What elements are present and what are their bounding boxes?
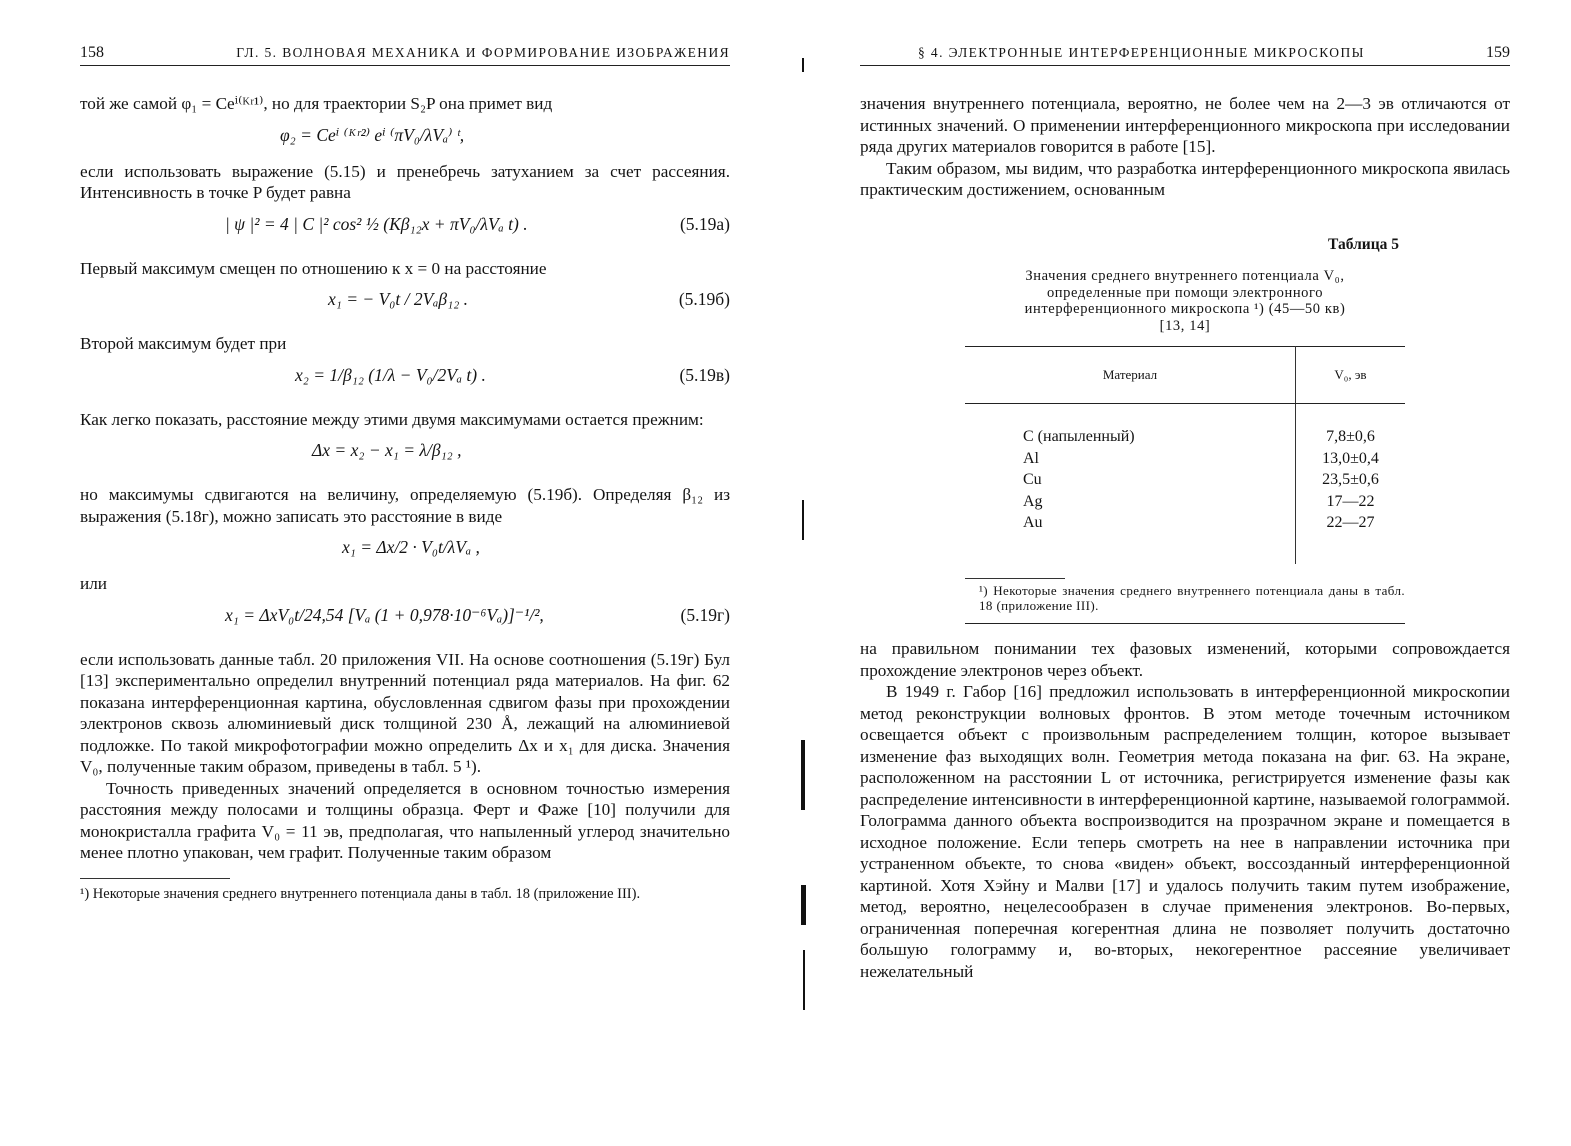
left-paragraph-3: Первый максимум смещен по отношению к x = 0 на расстояние [80, 258, 547, 278]
left-paragraph-1: той же самой φ₁ = Ceⁱ⁽ᴷʳ¹⁾, но для траектории S₂P она примет вид [80, 94, 553, 113]
left-footnote: ¹) Некоторые значения среднего внутреннего потенциала даны в табл. 18 (приложение III). [80, 885, 641, 902]
equation-5-19g [80, 597, 730, 647]
equation-5-19g-number: (5.19г) [680, 604, 730, 625]
left-paragraph-5: Как легко показать, расстояние между этими двумя максимумами остается прежним: [80, 409, 704, 429]
table-footnote: ¹) Некоторые значения среднего внутреннего потенциала даны в табл. 18 (приложение III). [965, 583, 1405, 624]
table-footnote-rule [965, 578, 1065, 579]
equation-5-19a-formula: | ψ |² = 4 | C |² cos² ½ (Kβ₁₂x + πV₀/λVₐ t) . [225, 213, 528, 234]
table-row [965, 512, 1405, 564]
left-paragraph-8: если использовать данные табл. 20 приложения VII. На основе соотношения (5.19г) Бул [13] экспериментально определил внутренний потенциал ряда материалов. На фиг. 62 показана интерференционная картина, обусловленная сдвигом фазы при прохождении электронов сквозь алюминиевый диск толщиной 230 Å, лежащий на алюминиевой подложке. По такой микрофотографии можно определить Δx и x₁ для диска. Значения V₀, полученные таким образом, приведены в табл. 5 ¹). [80, 649, 730, 776]
right-body-text-bottom [860, 638, 1510, 982]
equation-5-19a [80, 206, 730, 256]
equation-5-19v-formula: x₂ = 1/β₁₂ (1/λ − V₀/2Vₐ t) . [295, 364, 486, 385]
table-row [965, 469, 1405, 491]
equation-5-19v-number: (5.19в) [679, 364, 730, 385]
cell-value: 17—22 [1326, 492, 1375, 510]
left-running-title: ГЛ. 5. ВОЛНОВАЯ МЕХАНИКА И ФОРМИРОВАНИЕ ИЗОБРАЖЕНИЯ [236, 45, 730, 60]
left-paragraph-4: Второй максимум будет при [80, 334, 287, 353]
left-paragraph-6: но максимумы сдвигаются на величину, определяемую (5.19б). Определяя β₁₂ из выражения (5.18г), можно записать это расстояние в виде [80, 485, 730, 526]
cell-value: 7,8±0,6 [1326, 428, 1375, 445]
right-paragraph-3: на правильном понимании тех фазовых изменений, которыми сопровождается прохождение электронов через объект. [860, 639, 1510, 680]
cell-value: 23,5±0,6 [1322, 471, 1379, 488]
cell-material: Au [965, 512, 1296, 564]
table-5-caption-line: определенные при помощи электронного [1046, 284, 1324, 301]
right-page-number: 159 [1486, 44, 1510, 61]
equation-5-19a-number: (5.19а) [679, 213, 730, 234]
left-body-text [80, 93, 730, 903]
equation-5-19b [80, 281, 730, 331]
book-gutter [793, 0, 813, 1146]
table-header-row [965, 347, 1405, 404]
table-row [965, 491, 1405, 513]
column-header-v0: V₀, эв [1296, 347, 1406, 404]
table-5-grid [965, 346, 1405, 564]
left-paragraph-9: Точность приведенных значений определяется в основном точностью измерения расстояния между полосами и толщины образца. Ферт и Фаже [10] получили для монокристалла графита V₀ = 11 эв, предполагая, что напыленный углерод значительно менее плотно упакован, чем графит. Полученные таким образом [80, 778, 730, 862]
left-page [80, 0, 730, 1146]
table-row [965, 448, 1405, 470]
table-5-caption-line: [13, 14] [1159, 317, 1211, 334]
table-5-label: Таблица 5 [1328, 236, 1399, 253]
table-5-caption [965, 268, 1405, 334]
right-running-title: § 4. ЭЛЕКТРОННЫЕ ИНТЕРФЕРЕНЦИОННЫЕ МИКРОСКОПЫ [918, 45, 1365, 60]
equation-phi2 [80, 117, 730, 159]
left-paragraph-2: если использовать выражение (5.15) и пренебречь затуханием за счет рассеяния. Интенсивность в точке P будет равна [80, 161, 730, 202]
table-row [965, 404, 1405, 448]
cell-value: 22—27 [1326, 514, 1375, 531]
equation-phi2-formula: φ₂ = Ceⁱ ⁽ᴷʳ²⁾ eⁱ ⁽πV₀/λVₐ⁾ ᵗ, [280, 124, 465, 145]
right-paragraph-4: В 1949 г. Габор [16] предложил использовать в интерференционной микроскопии метод реконструкции волновых фронтов. В этом методе точечным источником освещается объект с произвольным распределением толщин, которое вызывает изменение фаз выходящих волн. Геометрия метода показана на фиг. 63. На экране, расположенном на расстоянии L от источника, регистрируется изменение фазы как распределение интенсивности в интерференционной картине, называемой голограммой. Голограмма данного объекта воспроизводится на прозрачном экране и помещается в исходное положение. Если теперь смотреть на нее в направлении источника при устраненном объекте, то снова «виден» объект, воссозданный интерференционной картиной. Хотя Хэйну и Малви [17] и удалось получить таким путем изображение, метод, вероятно, нецелесообразен в случае применения электронов. Во-первых, ограниченная поперечная когерентная длина не позволяет получить достаточно большую голограмму и, во-вторых, некогерентное рассеяние увеличивает нежелательный [860, 682, 1510, 981]
left-page-number: 158 [80, 44, 104, 61]
cell-material: С (напыленный) [965, 404, 1296, 448]
right-paragraph-2: Таким образом, мы видим, что разработка интерференционного микроскопа явилась практическим достижением, основанным [860, 158, 1510, 199]
right-body-text-top [860, 93, 1510, 201]
equation-delta-x-formula: Δx = x₂ − x₁ = λ/β₁₂ , [312, 440, 462, 460]
equation-x1-formula: x₁ = Δx/2 · V₀t/λVₐ , [342, 537, 480, 557]
table-5-caption-line: интерференционного микроскопа ¹) (45—50 кв) [1024, 301, 1346, 317]
equation-5-19b-number: (5.19б) [678, 289, 730, 309]
left-footnote-rule [80, 878, 230, 879]
cell-material: Al [965, 448, 1296, 470]
table-5 [965, 236, 1405, 624]
equation-delta-x [80, 432, 730, 482]
equation-x1 [80, 529, 730, 571]
left-page-header [80, 44, 730, 66]
left-paragraph-7: или [80, 574, 107, 593]
right-page-header [860, 44, 1510, 66]
equation-5-19g-formula: x₁ = ΔxV₀t/24,54 [Vₐ (1 + 0,978·10⁻⁶Vₐ)]⁻¹/², [225, 604, 544, 625]
column-header-material: Материал [965, 347, 1296, 404]
right-page [860, 0, 1510, 1146]
cell-material: Ag [965, 491, 1296, 513]
cell-value: 13,0±0,4 [1322, 449, 1379, 467]
table-5-caption-line: Значения среднего внутреннего потенциала V₀, [1025, 268, 1345, 284]
equation-5-19b-formula: x₁ = − V₀t / 2Vₐβ₁₂ . [328, 289, 469, 309]
cell-material: Cu [965, 469, 1296, 491]
equation-5-19v [80, 357, 730, 407]
right-paragraph-1: значения внутреннего потенциала, вероятно, не более чем на 2—3 эв отличаются от истинных значений. О применении интерференционного микроскопа при исследовании ряда других материалов говорится в работе [15]. [860, 94, 1510, 156]
